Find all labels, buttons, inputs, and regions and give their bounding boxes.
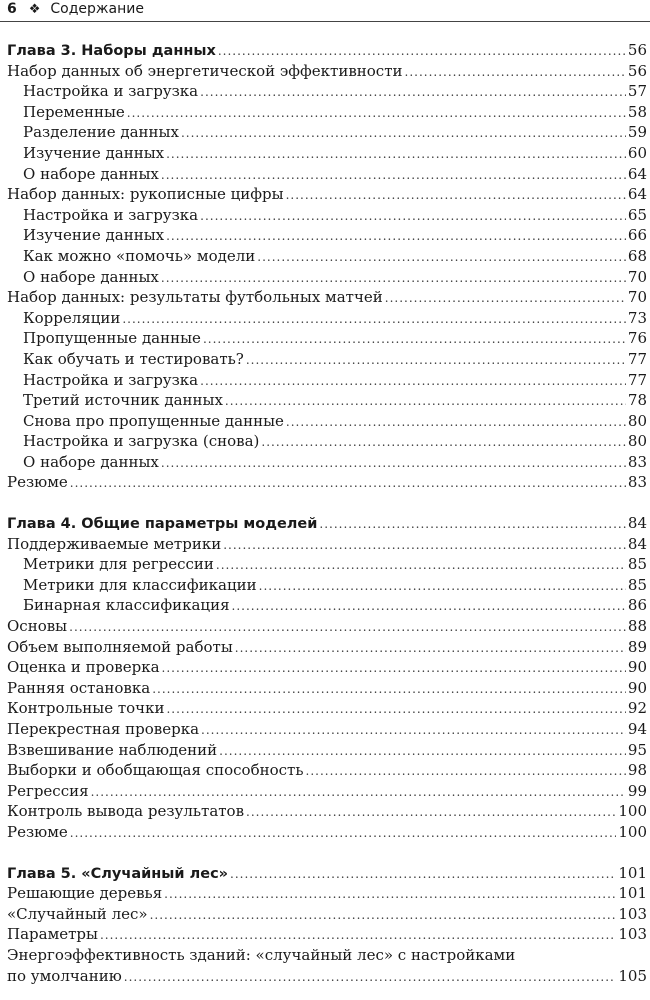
page-ref: 80 <box>627 432 647 451</box>
leader-dots <box>225 391 626 412</box>
leader-dots <box>385 288 626 309</box>
leader-dots <box>286 412 626 433</box>
toc-entry[interactable] <box>7 390 647 411</box>
toc-entry[interactable] <box>7 801 647 822</box>
entry-title: Оценка и проверка <box>7 658 160 677</box>
page-ref: 95 <box>627 740 647 759</box>
entry-title: Настройка и загрузка <box>23 205 199 224</box>
leader-dots <box>200 82 626 103</box>
toc-entry[interactable] <box>7 225 647 246</box>
leader-dots <box>164 884 616 905</box>
leader-dots <box>218 41 626 62</box>
leader-dots <box>166 144 626 165</box>
leader-dots <box>246 350 626 371</box>
page-ref: 64 <box>627 164 647 183</box>
toc-entry[interactable] <box>7 267 647 288</box>
page-header <box>7 0 643 18</box>
leader-dots <box>259 576 626 597</box>
page-ref: 89 <box>627 637 647 656</box>
entry-title: Метрики для классификации <box>23 575 257 594</box>
entry-title: Третий источник данных <box>23 391 223 410</box>
page-ref: 100 <box>618 822 647 841</box>
entry-title: Метрики для регрессии <box>23 555 214 574</box>
entry-title: Разделение данных <box>23 123 179 142</box>
leader-dots <box>405 62 626 83</box>
leader-dots <box>257 247 626 268</box>
page-ref: 77 <box>627 370 647 389</box>
toc-entry[interactable] <box>7 822 647 843</box>
toc-entry[interactable] <box>7 781 647 802</box>
leader-dots <box>100 925 616 946</box>
leader-dots <box>91 782 626 803</box>
toc-entry[interactable] <box>7 575 647 596</box>
entry-title: Бинарная классификация <box>23 596 230 615</box>
leader-dots <box>230 864 616 885</box>
page-ref: 92 <box>627 699 647 718</box>
page-ref: 65 <box>627 205 647 224</box>
page-ref: 83 <box>627 452 647 471</box>
leader-dots <box>319 514 626 535</box>
entry-title: по умолчанию <box>7 966 122 985</box>
entry-title: Параметры <box>7 925 98 944</box>
page-ref: 94 <box>627 720 647 738</box>
toc-entry[interactable] <box>7 143 647 164</box>
toc-entry[interactable] <box>7 719 647 740</box>
entry-title: Резюме <box>7 473 68 492</box>
leader-dots <box>124 967 617 988</box>
toc-entry[interactable] <box>7 246 647 267</box>
entry-title: Объем выполняемой работы <box>7 637 233 656</box>
leader-dots <box>223 535 626 556</box>
entry-title: Выборки и обобщающая способность <box>7 761 304 780</box>
page-ref: 84 <box>627 534 647 553</box>
page-ref: 85 <box>627 555 647 574</box>
chapter-title: Глава 4. Общие параметры моделей <box>7 516 318 533</box>
leader-dots <box>127 103 626 124</box>
leader-dots <box>201 720 626 741</box>
entry-title: Набор данных: рукописные цифры <box>7 185 284 204</box>
chapter-title: Глава 3. Наборы данных <box>7 43 216 59</box>
entry-title: Основы <box>7 617 68 636</box>
toc-entry[interactable] <box>7 431 647 452</box>
toc-chapter-4[interactable] <box>7 513 647 534</box>
toc-entry[interactable] <box>7 328 647 349</box>
entry-title: Контрольные точки <box>7 699 165 718</box>
page-ref: 64 <box>627 185 647 204</box>
entry-title: Изучение данных <box>23 143 165 162</box>
page-ref: 76 <box>627 329 647 348</box>
toc-entry[interactable] <box>7 883 647 904</box>
leader-dots <box>203 329 626 350</box>
entry-title: Резюме <box>7 822 68 841</box>
toc-entry[interactable] <box>7 657 647 678</box>
header-rule <box>0 21 650 22</box>
leader-dots <box>232 596 626 617</box>
page-ref: 99 <box>627 781 647 800</box>
toc-entry[interactable] <box>7 349 647 370</box>
toc-entry[interactable] <box>7 534 647 555</box>
ornament-icon: ❖ <box>28 1 41 17</box>
page-ref: 103 <box>618 925 647 944</box>
leader-dots <box>166 226 626 247</box>
entry-title: «Случайный лес» <box>7 904 148 923</box>
leader-dots <box>200 371 626 392</box>
page-ref: 84 <box>627 514 647 533</box>
page-ref: 80 <box>627 411 647 430</box>
chapter-5-entries <box>7 883 647 945</box>
toc-entry[interactable] <box>7 61 647 82</box>
toc-chapter-5[interactable] <box>7 863 647 884</box>
page-ref: 56 <box>627 61 647 80</box>
running-title: Содержание <box>50 1 144 17</box>
leader-dots <box>70 473 626 494</box>
page-ref: 105 <box>618 966 647 985</box>
entry-title: Переменные <box>23 102 125 121</box>
page-ref: 66 <box>627 226 647 245</box>
entry-title: Изучение данных <box>23 226 165 245</box>
entry-title: Корреляции <box>23 308 121 327</box>
leader-dots <box>246 802 616 823</box>
toc-entry[interactable] <box>7 616 647 637</box>
entry-title: Настройка и загрузка <box>23 370 199 389</box>
entry-title: Набор данных об энергетической эффективности <box>7 61 403 80</box>
toc-entry[interactable] <box>7 102 647 123</box>
leader-dots <box>161 453 626 474</box>
entry-title: Снова про пропущенные данные <box>23 411 284 430</box>
page-ref: 58 <box>627 102 647 121</box>
page-ref: 101 <box>618 863 647 882</box>
toc-entry[interactable] <box>7 452 647 473</box>
page-ref: 90 <box>627 658 647 677</box>
toc-entry[interactable] <box>7 472 647 493</box>
leader-dots <box>166 699 625 720</box>
toc-entry[interactable] <box>7 698 647 719</box>
entry-title: О наборе данных <box>23 452 159 471</box>
entry-title: Поддерживаемые метрики <box>7 534 222 553</box>
toc-entry-wrapped-line1[interactable]: Энергоэффективность зданий: «случайный лес» с настройками <box>7 945 516 964</box>
page-number: 6 <box>7 1 17 17</box>
page-ref: 101 <box>618 884 647 903</box>
toc-entry[interactable] <box>7 554 647 575</box>
leader-dots <box>152 679 626 700</box>
chapter-3-entries <box>7 61 647 493</box>
page-ref: 73 <box>627 308 647 327</box>
leader-dots <box>150 905 617 926</box>
toc-entry[interactable] <box>7 740 647 761</box>
page-ref: 68 <box>627 246 647 265</box>
entry-title: Как можно «помочь» модели <box>23 246 256 265</box>
entry-title: О наборе данных <box>23 267 159 286</box>
entry-title: Настройка и загрузка <box>23 82 199 101</box>
toc-entry[interactable] <box>7 595 647 616</box>
toc-entry[interactable] <box>7 760 647 781</box>
page-ref: 86 <box>627 596 647 615</box>
page-ref: 100 <box>618 802 647 821</box>
entry-title: О наборе данных <box>23 164 159 183</box>
page-ref: 83 <box>627 473 647 492</box>
toc-entry[interactable] <box>7 184 647 205</box>
entry-title: Набор данных: результаты футбольных матчей <box>7 288 383 307</box>
toc-entry[interactable] <box>7 81 647 102</box>
table-of-contents <box>7 40 647 986</box>
page-ref: 103 <box>618 904 647 923</box>
toc-entry[interactable] <box>7 370 647 391</box>
leader-dots <box>69 617 626 638</box>
leader-dots <box>122 309 626 330</box>
page-ref: 88 <box>627 617 647 636</box>
entry-title: Как обучать и тестировать? <box>23 349 244 368</box>
page-ref: 77 <box>627 349 647 368</box>
page-ref: 59 <box>627 123 647 142</box>
toc-entry-wrapped-line2[interactable] <box>7 966 647 987</box>
toc-entry[interactable] <box>7 924 647 945</box>
entry-title: Контроль вывода результатов <box>7 802 245 821</box>
leader-dots <box>161 268 626 289</box>
entry-title: Пропущенные данные <box>23 329 201 348</box>
toc-entry[interactable] <box>7 205 647 226</box>
leader-dots <box>306 761 626 782</box>
toc-entry[interactable] <box>7 904 647 925</box>
toc-entry[interactable] <box>7 678 647 699</box>
leader-dots <box>161 165 626 186</box>
leader-dots <box>162 658 626 679</box>
toc-entry[interactable] <box>7 308 647 329</box>
chapter-title: Глава 5. «Случайный лес» <box>7 865 229 882</box>
leader-dots <box>261 432 626 453</box>
page-ref: 60 <box>627 143 647 162</box>
toc-entry[interactable] <box>7 287 647 308</box>
toc-entry[interactable] <box>7 164 647 185</box>
leader-dots <box>286 185 626 206</box>
page-ref: 56 <box>627 41 647 59</box>
leader-dots <box>235 638 626 659</box>
entry-title: Настройка и загрузка (снова) <box>23 432 260 451</box>
page-ref: 78 <box>627 391 647 410</box>
entry-title: Регрессия <box>7 781 89 800</box>
toc-entry[interactable] <box>7 122 647 143</box>
page-ref: 57 <box>627 82 647 101</box>
entry-title: Перекрестная проверка <box>7 720 200 738</box>
toc-entry[interactable] <box>7 637 647 658</box>
entry-title: Ранняя остановка <box>7 678 151 697</box>
chapter-4-entries <box>7 534 647 843</box>
page-ref: 70 <box>627 267 647 286</box>
entry-title: Решающие деревья <box>7 884 163 903</box>
leader-dots <box>181 123 626 144</box>
page-ref: 85 <box>627 575 647 594</box>
toc-chapter-3[interactable] <box>7 40 647 61</box>
leader-dots <box>70 823 617 844</box>
leader-dots <box>219 741 626 762</box>
leader-dots <box>216 555 626 576</box>
toc-entry[interactable] <box>7 411 647 432</box>
page-ref: 70 <box>627 288 647 307</box>
page-ref: 98 <box>627 761 647 780</box>
page-ref: 90 <box>627 678 647 697</box>
leader-dots <box>200 206 626 227</box>
entry-title: Взвешивание наблюдений <box>7 740 218 759</box>
